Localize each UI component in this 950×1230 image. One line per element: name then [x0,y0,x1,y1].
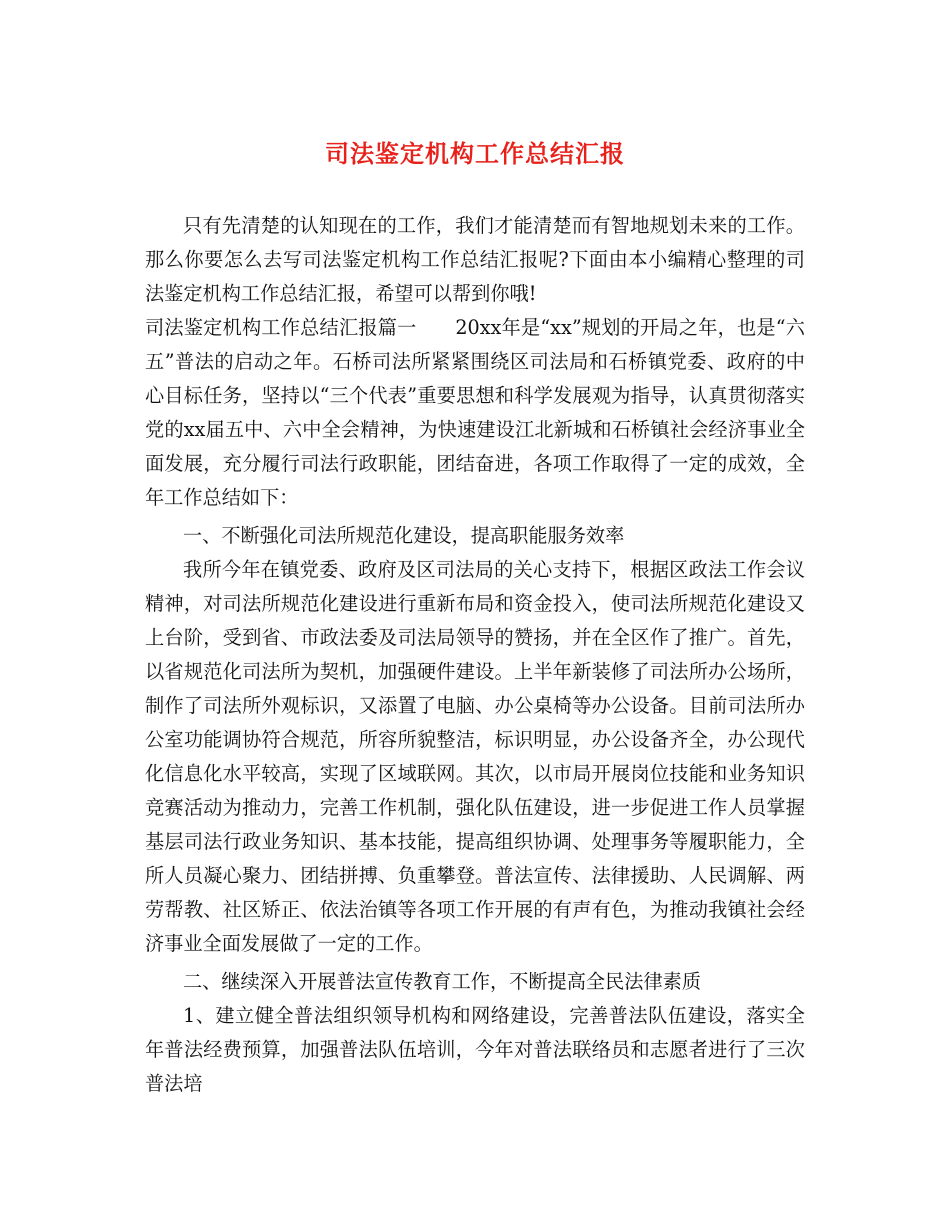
intro-paragraph: 只有先清楚的认知现在的工作，我们才能清楚而有智地规划未来的工作。那么你要怎么去写司法鉴定机构工作总结汇报呢?下面由本小编精心整理的司法鉴定机构工作总结汇报，希望可以帮到你哦! [145,214,805,305]
section-heading-one: 一、不断强化司法所规范化建设，提高职能服务效率 [183,524,625,547]
document-body [145,209,805,1101]
item-one-paragraph: 1、建立健全普法组织领导机构和网络建设，完善普法队伍建设，落实全年普法经费预算，加强普法队伍培训，今年对普法联络员和志愿者进行了三次普法培 [145,1004,805,1095]
section-one-paragraph: 我所今年在镇党委、政府及区司法局的关心支持下，根据区政法工作会议精神，对司法所规范化建设进行重新布局和资金投入，使司法所规范化建设又上台阶，受到省、市政法委及司法局领导的赞扬，并在全区作了推广。首先，以省规范化司法所为契机，加强硬件建设。上半年新装修了司法所办公场所，制作了司法所外观标识，又添置了电脑、办公桌椅等办公设备。目前司法所办公室功能调协符合规范，所容所貌整洁，标识明显，办公设备齐全，办公现代化信息化水平较高，实现了区域联网。其次，以市局开展岗位技能和业务知识竞赛活动为推动力，完善工作机制，强化队伍建设，进一步促进工作人员掌握基层司法行政业务知识、基本技能，提高组织协调、处理事务等履职能力，全所人员凝心聚力、团结拼搏、负重攀登。普法宣传、法律援助、人民调解、两劳帮教、社区矫正、依法治镇等各项工作开展的有声有色，为推动我镇社会经济事业全面发展做了一定的工作。 [145,558,805,955]
section-heading-two: 二、继续深入开展普法宣传教育工作，不断提高全民法律素质 [183,970,702,993]
document-title: 司法鉴定机构工作总结汇报 [325,139,625,168]
part-one-paragraph: 司法鉴定机构工作总结汇报篇一 20xx年是“xx”规划的开局之年，也是“六五”普法的启动之年。石桥司法所紧紧围绕区司法局和石桥镇党委、政府的中心目标任务，坚持以“三个代表”重要思想和科学发展观为指导，认真贯彻落实党的xx届五中、六中全会精神，为快速建设江北新城和石桥镇社会经济事业全面发展，充分履行司法行政职能，团结奋进，各项工作取得了一定的成效，全年工作总结如下： [145,316,805,509]
